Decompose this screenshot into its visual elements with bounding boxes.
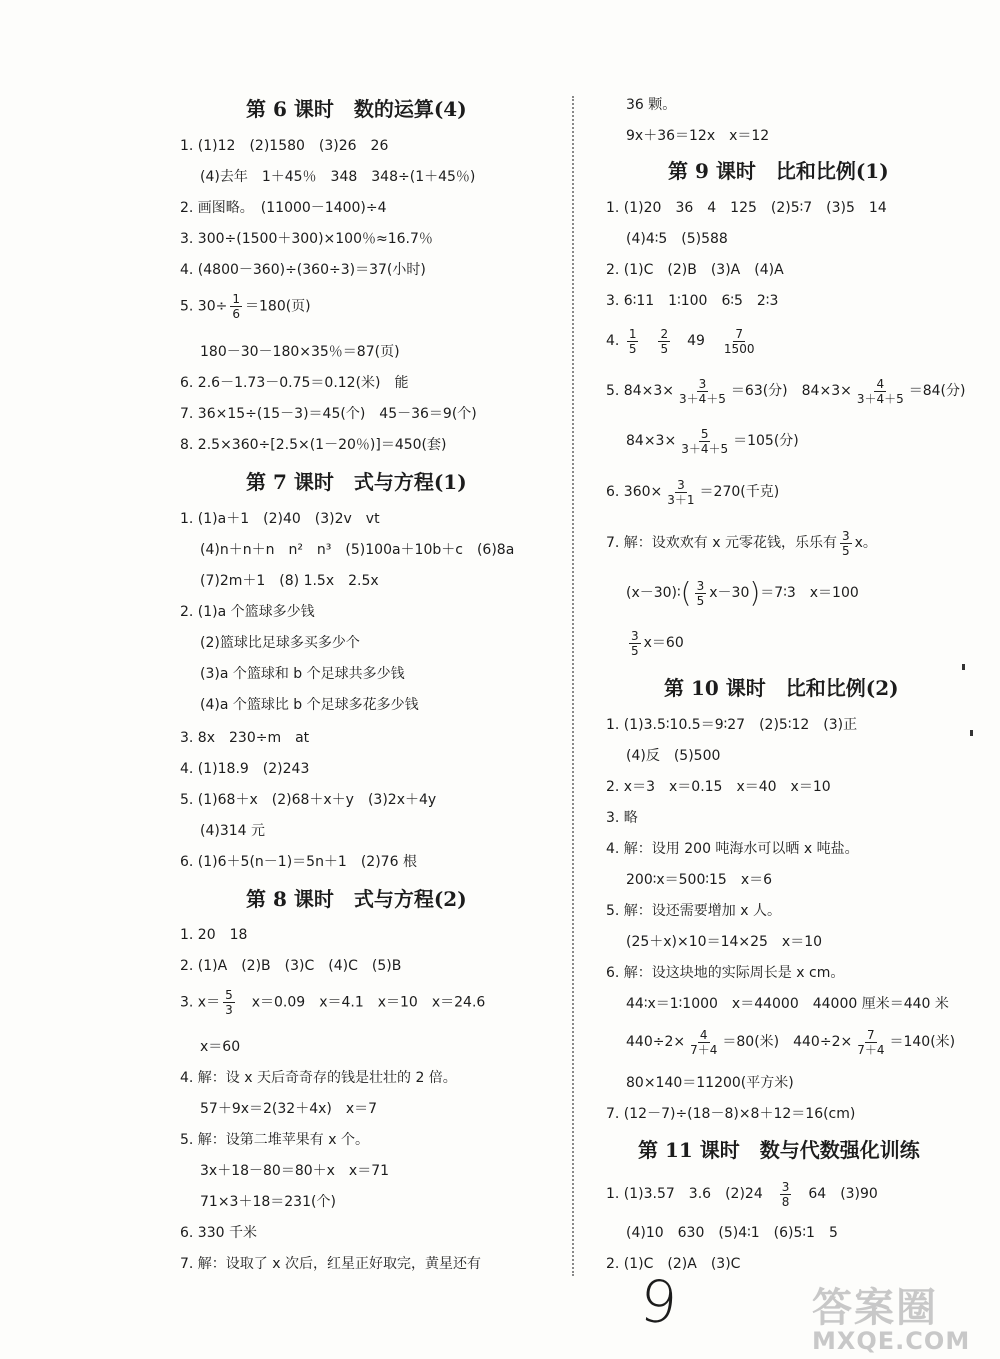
- answer-line: 1. (1)12 (2)1580 (3)26 26: [180, 138, 389, 154]
- answer-line: 2. (1)A (2)B (3)C (4)C (5)B: [180, 958, 402, 974]
- answer-line: x＝60: [200, 1039, 241, 1055]
- answer-line: 3x＋18－80＝80＋x x＝71: [200, 1163, 390, 1179]
- section-heading-6: 第 6 课时 数的运算(4): [246, 97, 467, 121]
- fraction: $\frac{1}{5}$: [628, 326, 637, 356]
- fraction: $\frac{3}{5}$: [631, 628, 639, 658]
- answer-line: 9x＋36＝12x x＝12: [626, 128, 770, 144]
- answer-line: (4)n＋n＋n n² n³ (5)100a＋10b＋c (6)8a: [200, 542, 515, 558]
- column-divider: [572, 96, 574, 1276]
- answer-line: 5. (1)68＋x (2)68＋x＋y (3)2x＋4y: [180, 792, 437, 808]
- answer-line: (3)a 个篮球和 b 个足球共多少钱: [200, 666, 405, 682]
- answer-line: (4)4∶5 (5)588: [626, 231, 728, 247]
- answer-line: (x－30)∶( $\frac{3}{5}$ x－30)＝7∶3 x＝100: [626, 576, 859, 609]
- answer-line: 200∶x＝500∶15 x＝6: [626, 872, 773, 888]
- fraction: $\frac{3}{3+4+5}$: [679, 376, 726, 406]
- answer-line: 3. 8x 230÷m at: [180, 730, 310, 746]
- answer-line: 57＋9x＝2(32＋4x) x＝7: [200, 1101, 378, 1117]
- fraction: $\frac{2}{5}$: [660, 326, 669, 356]
- answer-line: 180－30－180×35％＝87(页): [200, 344, 400, 360]
- fraction: $\frac{4}{3+4+5}$: [856, 376, 904, 406]
- answer-line: (25＋x)×10＝14×25 x＝10: [626, 934, 823, 950]
- answer-line: 2. (1)C (2)B (3)A (4)A: [606, 262, 784, 278]
- section-heading-8: 第 8 课时 式与方程(2): [246, 887, 467, 911]
- answer-line: $\frac{3}{5}$ x＝60: [631, 628, 684, 658]
- answer-line: 5. 解：设第二堆苹果有 x 个。: [180, 1132, 369, 1148]
- margin-mark: [962, 664, 965, 670]
- answer-line: (7)2m＋1 (8) 1.5x 2.5x: [200, 573, 379, 589]
- answer-line: 4. (1)18.9 (2)243: [180, 761, 310, 777]
- fraction: $\frac{7}{1500}$: [723, 326, 755, 356]
- answer-line: 2. (1)a 个篮球多少钱: [180, 604, 315, 620]
- fraction: $\frac{3}{8}$: [781, 1179, 790, 1209]
- answer-line: 3. x＝ $\frac{5}{3}$ x＝0.09 x＝4.1 x＝10 x＝24.6: [180, 988, 486, 1017]
- answer-line: 5. 30÷ $\frac{1}{6}$ ＝180(页): [180, 292, 311, 321]
- answer-line: 3. 略: [606, 810, 638, 826]
- answer-line: 2. (1)C (2)A (3)C: [606, 1256, 741, 1272]
- section-heading-10: 第 10 课时 比和比例(2): [664, 676, 899, 700]
- fraction: $\frac{3}{5}$: [842, 528, 850, 558]
- answer-line: 6. (1)6＋5(n－1)＝5n＋1 (2)76 根: [180, 854, 417, 870]
- answer-line: 6. 330 千米: [180, 1225, 257, 1241]
- section-heading-7: 第 7 课时 式与方程(1): [246, 470, 467, 494]
- watermark-logo: 答案圈 MXQE.COM: [812, 1285, 971, 1355]
- answer-line: 1. 20 18: [180, 927, 248, 943]
- answer-line: 6. 解：设这块地的实际周长是 x cm。: [606, 965, 845, 981]
- fraction: $\frac{7}{7+4}$: [857, 1027, 885, 1057]
- answer-line: 7. 36×15÷(15－3)＝45(个) 45－36＝9(个): [180, 406, 477, 422]
- answer-line: 3. 300÷(1500＋300)×100％≈16.7％: [180, 231, 433, 247]
- answer-line: (4)反 (5)500: [626, 748, 721, 764]
- answer-line: 1. (1)a＋1 (2)40 (3)2v vt: [180, 511, 380, 527]
- fraction: $\frac{3}{3+1}$: [667, 477, 695, 507]
- answer-line: 4. 解：设用 200 吨海水可以晒 x 吨盐。: [606, 841, 859, 857]
- section-heading-11: 第 11 课时 数与代数强化训练: [638, 1138, 920, 1162]
- margin-mark: [970, 730, 973, 736]
- answer-line: 5. 84×3× $\frac{3}{3+4+5}$ ＝63(分) 84×3× $\frac{4}{3+4+5}$ ＝84(分): [606, 376, 966, 406]
- answer-line: 36 颗。: [626, 97, 677, 113]
- section-heading-9: 第 9 课时 比和比例(1): [668, 159, 889, 183]
- answer-line: 440÷2× $\frac{4}{7+4}$ ＝80(米) 440÷2× $\frac{7}{7+4}$ ＝140(米): [626, 1027, 956, 1057]
- fraction: $\frac{1}{6}$: [232, 292, 240, 321]
- answer-line: 1. (1)20 36 4 125 (2)5∶7 (3)5 14: [606, 200, 887, 216]
- answer-line: 6. 360× $\frac{3}{3+1}$ ＝270(千克): [606, 477, 780, 507]
- answer-line: 1. (1)3.5∶10.5＝9∶27 (2)5∶12 (3)正: [606, 717, 858, 733]
- fraction: $\frac{5}{3}$: [225, 988, 233, 1017]
- fraction: $\frac{5}{3+4+5}$: [681, 426, 729, 456]
- page-number: 9: [636, 1266, 681, 1338]
- answer-line: (2)篮球比足球多买多少个: [200, 635, 360, 651]
- answer-line: 44∶x＝1∶1000 x＝44000 44000 厘米＝440 米: [626, 996, 949, 1012]
- answer-line: (4)去年 1＋45％ 348 348÷(1＋45％): [200, 169, 476, 185]
- answer-line: 7. 解：设欢欢有 x 元零花钱，乐乐有 $\frac{3}{5}$ x。: [606, 528, 877, 558]
- answer-line: (4)314 元: [200, 823, 266, 839]
- answer-line: 8. 2.5×360÷[2.5×(1－20％)]＝450(套): [180, 437, 447, 453]
- answer-line: 3. 6∶11 1∶100 6∶5 2∶3: [606, 293, 779, 309]
- answer-line: 4. (4800－360)÷(360÷3)＝37(小时): [180, 262, 426, 278]
- fraction: $\frac{3}{5}$: [696, 578, 705, 608]
- answer-line: 71×3＋18＝231(个): [200, 1194, 336, 1210]
- answer-line: 2. 画图略。 (11000－1400)÷4: [180, 200, 387, 216]
- answer-line: 2. x＝3 x＝0.15 x＝40 x＝10: [606, 779, 831, 795]
- answer-line: 1. (1)3.57 3.6 (2)24 $\frac{3}{8}$ 64 (3)90: [606, 1179, 878, 1209]
- answer-line: 6. 2.6－1.73－0.75＝0.12(米) 能: [180, 375, 409, 391]
- answer-line: 4. $\frac{1}{5}$ $\frac{2}{5}$ 49 $\frac{7}{1500}$: [606, 326, 755, 356]
- answer-line: 7. (12－7)÷(18－8)×8＋12＝16(cm): [606, 1106, 856, 1122]
- answer-line: 4. 解：设 x 天后奇奇存的钱是壮壮的 2 倍。: [180, 1070, 457, 1086]
- answer-line: 84×3× $\frac{5}{3+4+5}$ ＝105(分): [626, 426, 799, 456]
- answer-line: 5. 解：设还需要增加 x 人。: [606, 903, 781, 919]
- answer-line: 7. 解：设取了 x 次后，红星正好取完，黄星还有: [180, 1256, 481, 1272]
- answer-line: (4)a 个篮球比 b 个足球多花多少钱: [200, 697, 419, 713]
- answer-line: (4)10 630 (5)4∶1 (6)5∶1 5: [626, 1225, 838, 1241]
- fraction: $\frac{4}{7+4}$: [690, 1027, 718, 1057]
- answer-line: 80×140＝11200(平方米): [626, 1075, 794, 1091]
